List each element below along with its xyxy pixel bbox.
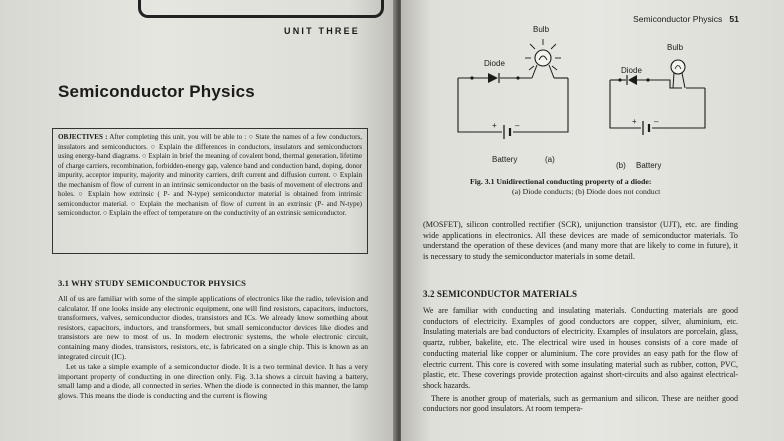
- label-bulb-b: Bulb: [667, 43, 684, 52]
- figure-3-1-diagram: [420, 20, 740, 170]
- battery-a-icon: [492, 121, 520, 139]
- bulb-glowing-icon: [525, 39, 561, 78]
- left-body-text: [58, 294, 368, 402]
- chapter-title: Semiconductor Physics: [58, 82, 255, 101]
- objectives-text: After completing this unit, you will be able to : ○ State the names of a few conductors, insulators and semiconductors. ○ Explain the differences in conductors, insulators and semiconductors using energy-band diagrams. ○ Explain in brief the meaning of covalent bond, thermal generation, lifetime of charge carriers, recombination, forbidden-energy gap, valence band and conduction band, doping, donor impurity, acceptor impurity, majority and minority carriers, drift current and diffusion current. ○ Explain the mechanism of flow of current in an intrinsic semiconductor on the basis of movement of electrons and holes. ○ Explain how extrinsic ( P- and N-type) semiconductor material is obtained from intrinsic semiconductor material. ○ Explain the mechanism of flow of current in an extrinsic (P- and N-type) semiconductor. ○ Explain the effect of temperature on the conductivity of an extrinsic semiconductor.: [58, 133, 362, 217]
- label-a: (a): [545, 155, 555, 164]
- right-paragraph-2: There is another group of materials, such as germanium and silicon. These are neither good conductors nor good insulators. At room tempera-: [423, 393, 738, 414]
- svg-text:+: +: [632, 117, 637, 126]
- label-diode-a: Diode: [484, 59, 505, 68]
- unit-label: UNIT THREE: [284, 26, 360, 36]
- unit-header-bracket: [138, 0, 384, 18]
- caption-line-1: Fig. 3.1 Unidirectional conducting property of a diode:: [470, 177, 652, 186]
- label-diode-b: Diode: [621, 66, 642, 75]
- diode-b-icon: [627, 75, 637, 85]
- caption-line-2: (a) Diode conducts; (b) Diode does not conduct: [512, 187, 661, 196]
- left-paragraph-1: All of us are familiar with some of the simple applications of electronics like the radio, television and calculator. If one looks inside any electronic equipment, one will find resistors, capacitors, inductors, transformers, valves, semiconductor diodes, transistors and ICs. We already know something about resistors, capacitors, inductors, and transformers, but small semiconductor devices like diodes and transistors are new to most of us. In modern electronic systems, the whole electronic circuit, containing many diodes, transistors, resistors, etc, is fabricated on a single chip. This is known as an integrated circuit (IC).: [58, 294, 368, 361]
- svg-text:–: –: [515, 121, 520, 130]
- objectives-label: OBJECTIVES :: [58, 133, 108, 141]
- left-paragraph-2: Let us take a simple example of a semiconductor diode. It is a two terminal device. It has a very important property of conducting in one direction only. Fig. 3.1a shows a circuit having a battery, small lamp and a diode, all connected in series. When the diode is connected in this manner, the lamp glows. This means the diode is conducting and the current is flowing: [58, 362, 368, 400]
- bulb-off-icon: [671, 60, 685, 88]
- section-heading-3-1: 3.1 WHY STUDY SEMICONDUCTOR PHYSICS: [58, 278, 247, 288]
- running-head-title: Semiconductor Physics: [633, 14, 723, 24]
- label-b: (b): [616, 161, 626, 170]
- label-bulb-a: Bulb: [533, 25, 550, 34]
- objectives-box: [52, 128, 368, 254]
- svg-text:–: –: [654, 117, 659, 126]
- page-number: 51: [729, 14, 739, 24]
- svg-text:+: +: [492, 121, 497, 130]
- label-battery-a: Battery: [492, 155, 518, 164]
- label-battery-b: Battery: [636, 161, 662, 170]
- diode-a-icon: [488, 73, 499, 83]
- right-body-text: [423, 306, 738, 417]
- circuit-a: [458, 25, 568, 164]
- circuit-b: [610, 43, 705, 170]
- section-heading-3-2: 3.2 SEMICONDUCTOR MATERIALS: [423, 289, 578, 299]
- figure-caption: [470, 177, 750, 197]
- continuation-text: (MOSFET), silicon controlled rectifier (SCR), unijunction transistor (UJT), etc. are finding wide applications in electronics. All these devices are made of semiconductor materials. To understand the operation of these devices (and many more that are likely to come in future), it is necessary to study the semiconductor materials in some detail.: [423, 220, 738, 262]
- battery-b-icon: [632, 117, 659, 135]
- right-paragraph-1: We are familiar with conducting and insulating materials. Conducting materials are good conductors of electricity. Examples of good conductors are copper, silver, aluminium, etc. Insulating materials are bad conductors of electricity. Examples of insulators are porcelain, glass, quartz, rubber, bakelite, etc. The electrical wire used in houses consists of a core made of conducting material like copper or aluminium. The core provides an easy path for the flow of electric current. This core is covered with some insulating material such as rubber, cotton, PVC, plastic, etc. These coverings provide protection against short-circuits and also against electrical-shock hazards.: [423, 306, 738, 390]
